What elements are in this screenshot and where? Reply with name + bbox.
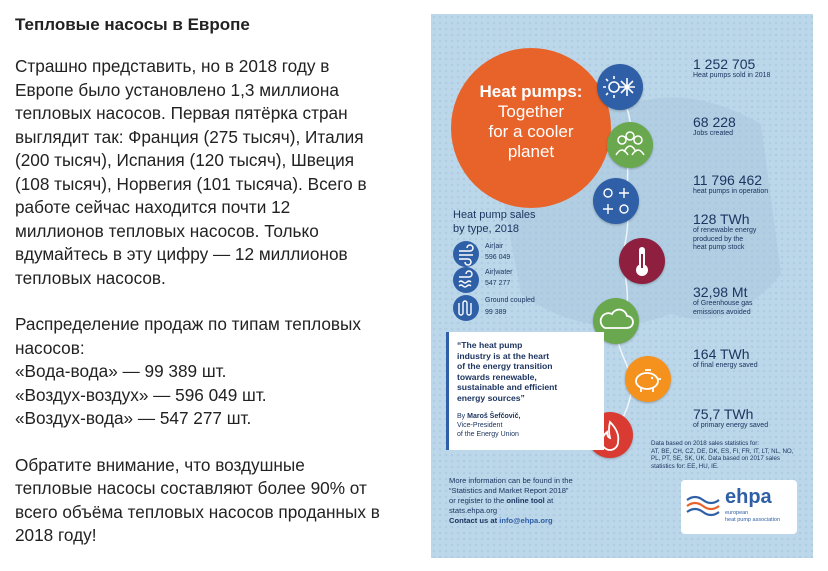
quote-author — [457, 412, 598, 439]
sales-type-label: Air|water — [485, 269, 513, 276]
stat-label-line: heat pumps in operation — [693, 188, 769, 195]
sales-title-line: Heat pump sales — [453, 209, 536, 221]
text-line: насосов: — [15, 337, 85, 358]
email-link[interactable]: info@ehpa.org — [499, 516, 553, 525]
stat-label — [693, 72, 803, 81]
article-paragraph-1 — [15, 55, 420, 290]
more-line: More information can be found in the — [449, 476, 573, 485]
wind-icon — [453, 241, 479, 267]
text-line: Страшно представить, но в 2018 году в — [15, 56, 330, 76]
quote-by: By — [457, 412, 466, 420]
quote-line: “The heat pump — [457, 340, 523, 350]
article-title: Тепловые насосы в Европе — [15, 15, 250, 34]
sun-snowflake-icon — [597, 64, 643, 110]
stat-value: 1 252 705 — [693, 56, 756, 72]
thermometer-icon — [619, 238, 665, 284]
text-line: 2018 году! — [15, 525, 97, 545]
sales-type-label: Air|air — [485, 243, 504, 250]
sales-type-value: 596 049 — [485, 254, 511, 261]
quote-box — [446, 332, 604, 450]
hero-circle — [451, 48, 611, 208]
sales-by-type-title — [453, 208, 573, 236]
quote-text — [457, 340, 598, 404]
stat-label-line: of renewable energy — [693, 227, 757, 234]
stat-label-line: emissions avoided — [693, 308, 751, 316]
more-info — [449, 476, 639, 526]
stat-value: 75,7 TWh — [693, 406, 754, 422]
stat-label — [693, 227, 803, 253]
stats-url-link[interactable]: stats.ehpa.org — [449, 506, 498, 515]
stat-value: 164 TWh — [693, 346, 750, 362]
stat-label-line: produced by the — [693, 235, 744, 243]
people-icon — [607, 122, 653, 168]
ground-coil-icon — [453, 295, 479, 321]
sales-type-label: Ground coupled — [485, 297, 535, 304]
stat-label — [693, 130, 803, 139]
article-paragraph-2 — [15, 313, 420, 431]
hero-line: Together — [497, 102, 565, 121]
sales-type-value: 547 277 — [485, 280, 511, 287]
quote-line: of the energy transition — [457, 361, 553, 372]
text-line: (200 тысяч), Испания (120 тысяч), Швеция — [15, 150, 355, 170]
more-text: at — [544, 496, 554, 505]
more-text: or register to the — [449, 496, 507, 505]
logo-subtitle: heat pump association — [725, 517, 781, 523]
text-line: выглядит так: Франция (275 тысяч), Италия — [15, 126, 364, 147]
quote-line: towards renewable, — [457, 371, 537, 382]
text-line: тепловых насосов. — [15, 267, 166, 288]
stat-value: 128 TWh — [693, 211, 750, 227]
stat-value: 11 796 462 — [693, 172, 763, 188]
stat-label-line: Heat pumps sold in 2018 — [693, 72, 771, 79]
stat-label — [693, 300, 803, 317]
text-line: работе сейчас находится почти 12 — [15, 197, 291, 217]
contact-label: Contact us at — [449, 516, 500, 525]
stat-label-line: of Greenhouse gas — [693, 300, 753, 307]
ehpa-logo — [681, 480, 797, 534]
quote-role: of the Energy Union — [457, 430, 519, 438]
hero-line: for a cooler — [488, 122, 574, 141]
air-water-icon — [453, 267, 479, 293]
infographic-poster — [431, 14, 813, 558]
stat-label-line: heat pump stock — [693, 244, 745, 251]
text-line: «Воздух-вода» — 547 277 шт. — [15, 408, 252, 428]
contact-line — [449, 516, 639, 526]
stat-value: 68 228 — [693, 114, 736, 130]
footnote-line: statistics for: EE, HU, IE. — [651, 462, 719, 470]
text-line: Распределение продаж по типам тепловых — [15, 314, 362, 334]
stat-label-line: of final energy saved — [693, 362, 758, 369]
footnote-line: PL, PT, SE, SK, UK. Data based on 2017 sales — [651, 455, 780, 463]
text-line: (108 тысяч), Норвегия (101 тысяча). Всего в — [15, 173, 367, 194]
stat-value: 32,98 Mt — [693, 284, 748, 300]
text-line: «Воздух-воздух» — 596 049 шт. — [15, 384, 267, 405]
text-line: Обратите внимание, что воздушные — [15, 454, 305, 475]
hero-title: Heat pumps: — [479, 82, 583, 101]
text-line: миллионов тепловых насосов. Только — [15, 220, 319, 241]
text-line: тепловые насосы составляют более 90% от — [15, 478, 367, 498]
stat-label-line: Jobs created — [693, 130, 734, 137]
quote-author-line — [457, 412, 598, 421]
stat-label — [693, 188, 803, 197]
logo-name: ehpa — [725, 486, 772, 508]
footnote-line: AT, BE, CH, CZ, DE, DK, ES, FI, FR, IT, LT, NL, NO, — [651, 447, 794, 455]
stat-label — [693, 362, 803, 371]
online-tool-link[interactable]: online tool — [506, 496, 545, 505]
text-line: тепловых насосов. Первая пятёрка стран — [15, 103, 348, 123]
quote-author-name: Maroš Šefčovič, — [467, 412, 521, 420]
sun-snow-grid-icon — [593, 178, 639, 224]
stat-label — [693, 422, 803, 431]
text-line: всего объёма тепловых насосов проданных в — [15, 501, 380, 522]
stat-label-line: of primary energy saved — [693, 422, 769, 429]
piggy-bank-icon — [625, 356, 671, 402]
sales-type-value: 99 389 — [485, 309, 507, 316]
article-paragraph-3 — [15, 454, 420, 548]
text-line: Европе было установлено 1,3 миллиона — [15, 79, 339, 100]
text-line: «Вода-вода» — 99 389 шт. — [15, 361, 227, 381]
quote-role: Vice-President — [457, 421, 503, 429]
quote-line: sustainable and efficient — [457, 382, 558, 393]
sales-title-line: by type, 2018 — [453, 223, 520, 235]
footnote-line: Data based on 2018 sales statistics for: — [651, 440, 759, 447]
quote-line: industry is at the heart — [457, 350, 550, 361]
ehpa-waves-icon — [681, 480, 725, 534]
quote-line: energy sources” — [457, 392, 525, 403]
data-footnote — [651, 440, 809, 470]
text-line: вдумайтесь в эту цифру — 12 миллионов — [15, 244, 348, 264]
hero-line: planet — [507, 142, 555, 161]
article — [15, 14, 420, 571]
more-line: “Statistics and Market Report 2018” — [449, 486, 569, 495]
logo-subtitle: european — [725, 510, 749, 516]
more-line — [449, 496, 639, 506]
